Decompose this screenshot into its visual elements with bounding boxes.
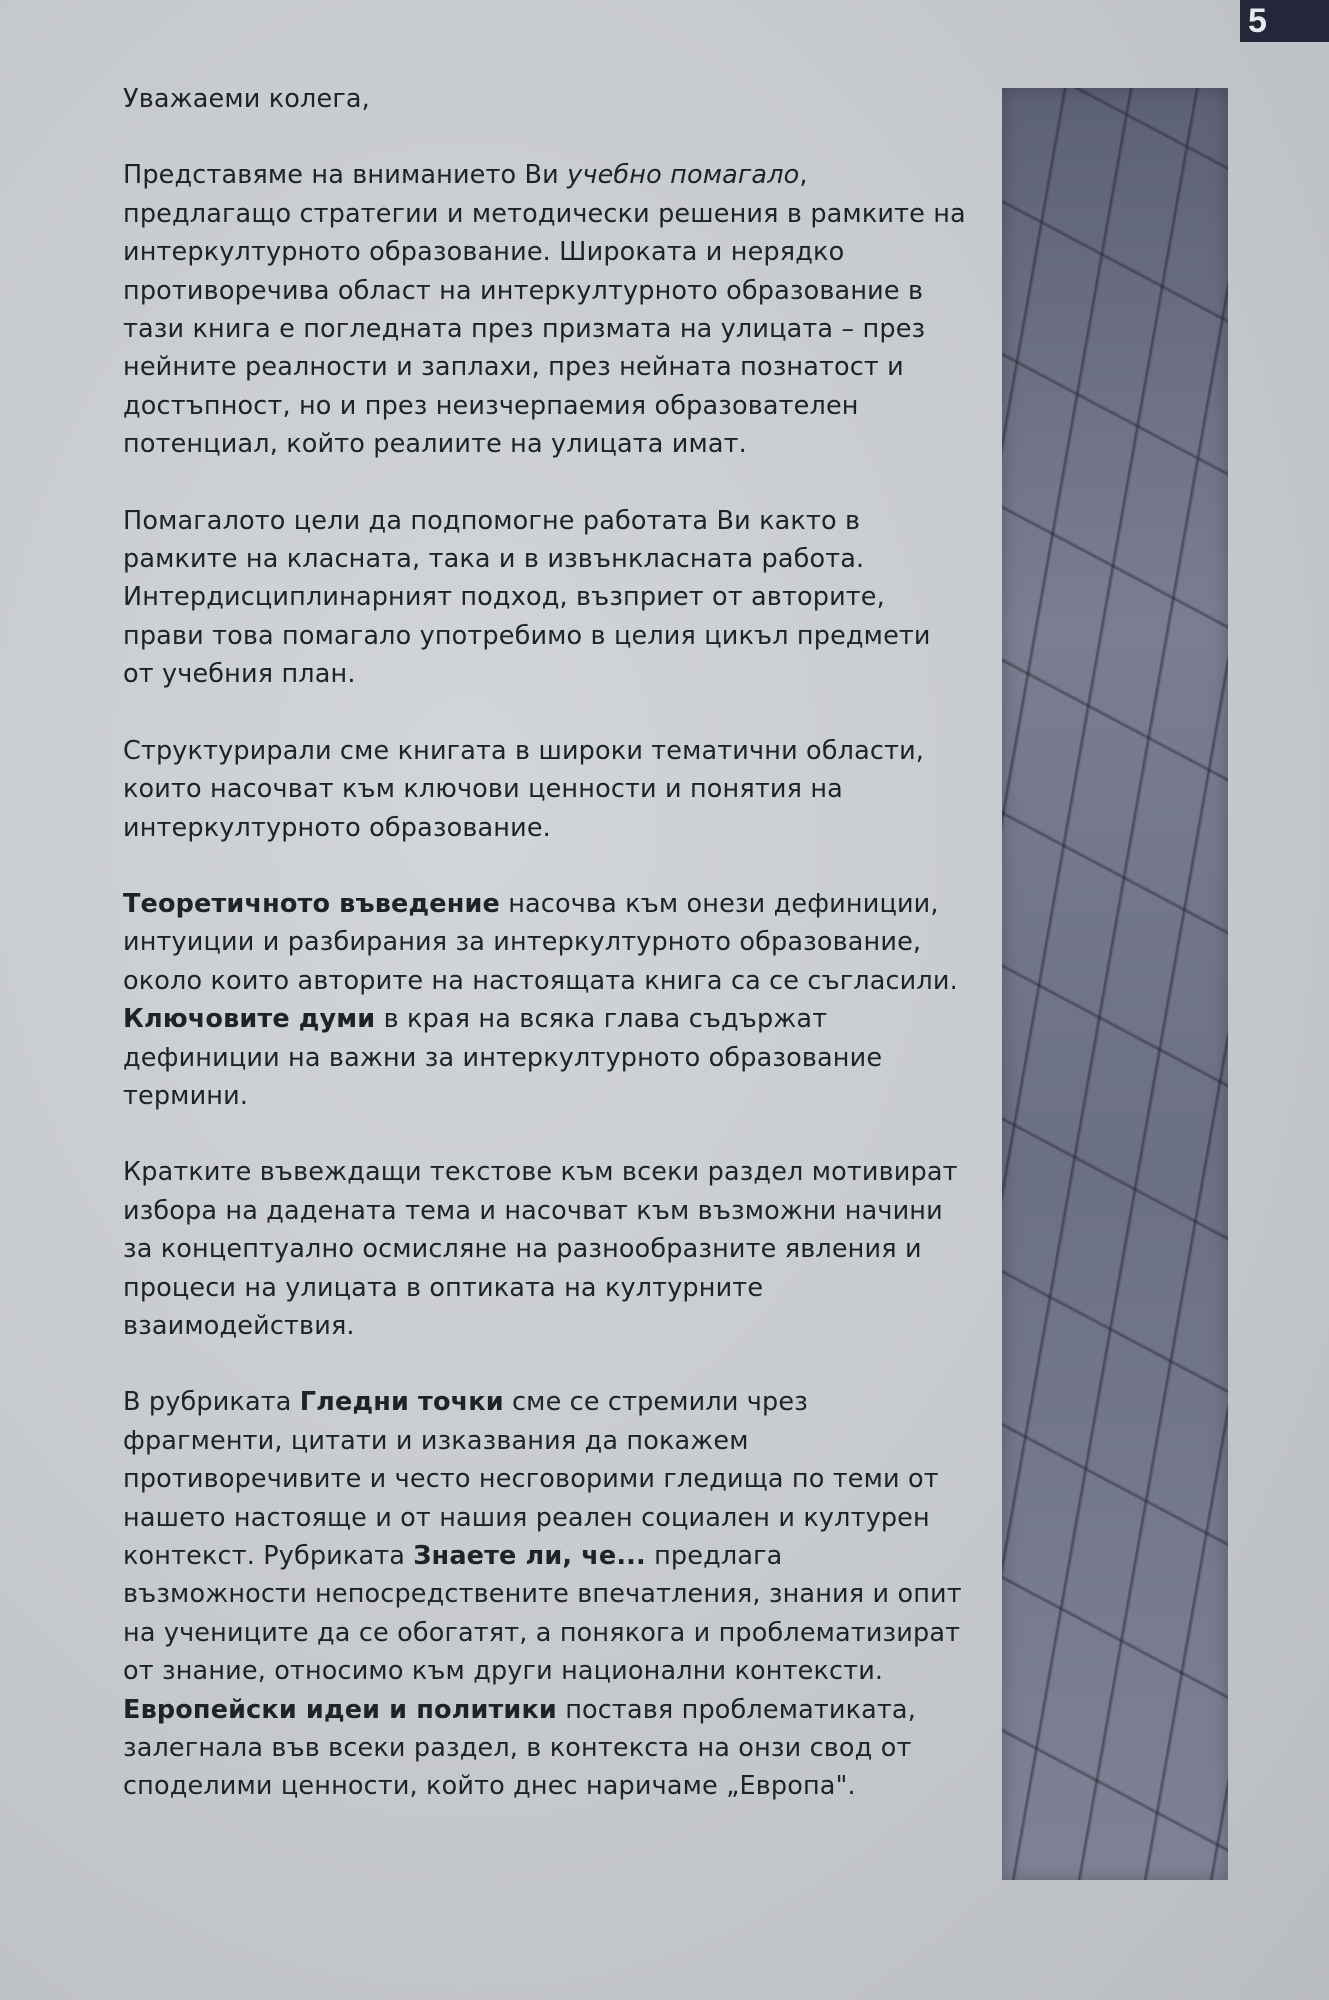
rubrics-text-4: поставя проблематиката, залегнала във всеки раздел, в контекста на онзи свод от споделими ценности, който днес наричаме „Европа". (123, 1694, 916, 1802)
term-did-you-know: Знаете ли, че... (413, 1541, 646, 1571)
paragraph-aims: Помагалото цели да подпомогне работата Ви както в рамките на класната, така и в извънкласната работа. Интердисциплинарният подход, възприет от авторите, прави това помагало употребимо в целия цикъл предмети от учебния план. (123, 505, 931, 690)
greeting: Уважаеми колега, (123, 84, 370, 114)
paragraph-rubrics (123, 1383, 966, 1805)
paragraph-intro (123, 156, 966, 463)
term-european-ideas: Европейски идеи и политики (123, 1694, 557, 1725)
page-number: 5 (1240, 0, 1329, 42)
theory-text-1: насочва към онези дефиниции, интуиции и разбирания за интеркултурното образование, около които авторите на настоящата книга са се съгласили. (123, 888, 958, 996)
intro-text-rest: , предлагащо стратегии и методически решения в рамките на интеркултурното образование. Широката и нерядко противоречива област на интеркултурното образование в тази книга е погледната през призмата на улицата – през нейните реалности и заплахи, през нейната познатост и достъпност, но и през неизчерпаемия образователен потенциал, който реалиите на улицата имат. (123, 160, 966, 460)
paragraph-intro-texts: Кратките въвеждащи текстове към всеки раздел мотивират избора на дадената тема и насочват към възможни начини за концептуално осмисляне на разнообразните явления и процеси на улицата в оптиката на културните взаимодействия. (123, 1157, 958, 1341)
intro-text-start: Представяме на вниманието Ви (123, 160, 568, 191)
rubrics-text-2: сме се стремили чрез фрагменти, цитати и изказвания да покажем противоречивите и често несговорими гледища по теми от нашето настояще и от нашия реален социален и културен контекст. Рубриката (123, 1387, 939, 1571)
pavement-photo (1002, 88, 1228, 1880)
paragraph-theory (123, 885, 966, 1115)
paragraph-structure: Структурирали сме книгата в широки тематични области, които насочват към ключови ценности и понятия на интеркултурното образование. (123, 735, 925, 843)
rubrics-text-1: В рубриката (123, 1387, 300, 1418)
term-theoretical-intro: Теоретичното въведение (123, 888, 500, 919)
body-text (123, 80, 966, 1844)
intro-emphasis: учебно помагало (567, 160, 800, 191)
rubrics-text-3: предлага възможности непосредствените впечатления, знания и опит на учениците да се обогатят, а понякога и проблематизират от знание, относимо към други национални контексти. (123, 1541, 962, 1687)
theory-text-2: в края на всяка глава съдържат дефиниции на важни за интеркултурното образование термини. (123, 1004, 883, 1111)
term-viewpoints: Гледни точки (299, 1387, 504, 1418)
term-keywords: Ключовите думи (123, 1004, 376, 1035)
